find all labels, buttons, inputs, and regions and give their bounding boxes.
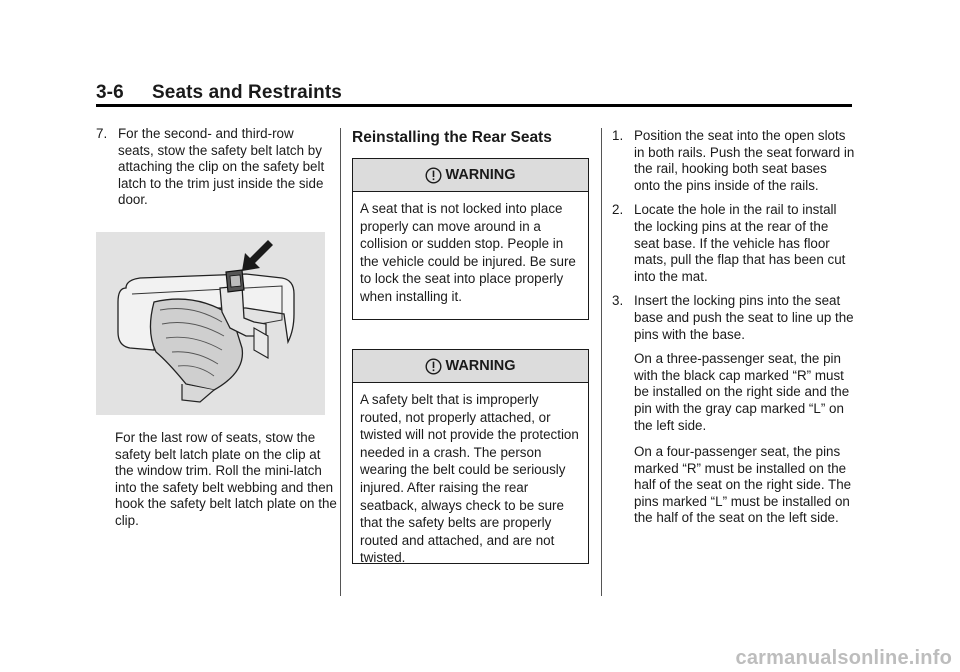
warning-header [353,350,588,383]
step-text: For the second- and third-row seats, stow the safety belt latch by attaching the clip on the safety belt latch to the trim just inside the side door. [118,126,325,208]
step-number: 1. [612,128,624,143]
step-number: 7. [96,126,108,141]
step-7 [96,126,328,209]
left-column-continued [115,430,337,540]
three-passenger-note: On a three-passenger seat, the pin with the black cap marked “R” must be installed on the right side and the pin with the gray cap marked “L” on the left side. [634,351,850,433]
step-3 [612,293,856,343]
last-row-instructions: For the last row of seats, stow the safety belt latch plate on the clip at the window trim. Roll the mini-latch into the safety belt webbing and then hook the safety belt latch plate on the clip. [115,430,337,528]
seatbelt-latch-illustration [96,232,325,415]
right-column [612,128,856,537]
warning-icon [425,358,442,375]
watermark: carmanualsonline.info [735,647,952,669]
left-column [96,126,328,217]
section-heading: Reinstalling the Rear Seats [352,129,552,146]
header-rule [96,104,852,107]
step-number: 3. [612,293,624,309]
column-divider-right [601,128,602,596]
four-passenger-note: On a four-passenger seat, the pins marked “R” must be installed on the half of the seat on the right side. The pins marked “L” must be installed on the half of the seat on the left side. [634,444,852,526]
warning-box-1 [352,158,589,320]
section-title: Seats and Restraints [152,82,342,103]
column-divider-left [340,128,341,596]
warning-label: WARNING [445,357,516,374]
step-1 [612,128,856,194]
page-number: 3-6 [96,82,124,103]
middle-column [352,128,589,564]
step-number: 2. [612,202,624,218]
latch-clip-drawing [96,232,325,415]
page-header [96,82,342,104]
warning-header [353,159,588,192]
warning-text: A seat that is not locked into place properly can move around in a collision or sudden stop. People in the vehicle could be injured. Be sure to lock the seat into place properly when installing it. [360,201,576,304]
warning-text: A safety belt that is improperly routed, not properly attached, or twisted will not provide the protection needed in a crash. The person wearing the belt could be seriously injured. After raising the rear seatback, always check to be sure that the safety belts are properly routed and attached, and are not twisted. [360,392,579,566]
step-text: Locate the hole in the rail to install the locking pins at the rear of the seat base. If the vehicle has floor mats, pull the flap that has been cut into the mat. [634,202,846,284]
step-2 [612,202,856,285]
warning-box-2 [352,349,589,564]
step-text: Position the seat into the open slots in both rails. Push the seat forward in the rail, hooking both seat bases onto the pins inside of the rails. [634,128,855,193]
warning-label: WARNING [445,166,516,183]
step-text: Insert the locking pins into the seat base and push the seat to line up the pins with the base. [634,293,854,342]
warning-icon [425,167,442,184]
